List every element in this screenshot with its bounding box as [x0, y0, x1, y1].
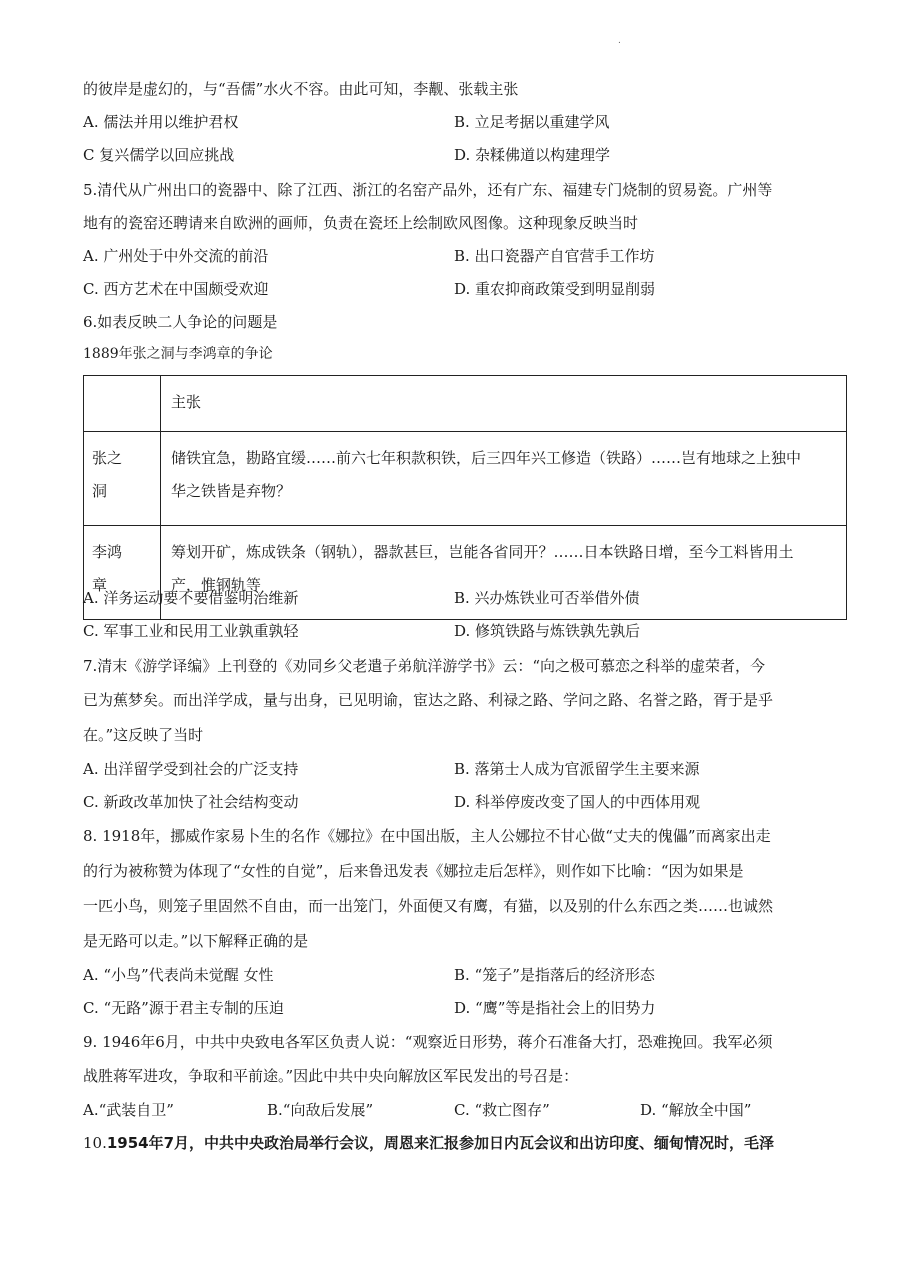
q7-option-b: B. 落第士人成为官派留学生主要来源 [454, 760, 700, 778]
q4-option-d: D. 杂糅佛道以构建理学 [454, 146, 611, 164]
q7-stem-line-2: 已为蕉梦矣。而出洋学成，量与出身，已见明谕，宦达之路、利禄之路、学问之路、名誉之路，胥于是乎 [83, 691, 774, 709]
q5-option-d: D. 重农抑商政策受到明显削弱 [454, 280, 656, 298]
row-name-zhang [84, 432, 161, 526]
q10-number: 10. [83, 1134, 107, 1152]
q8-option-b: B. “笼子”是指落后的经济形态 [454, 966, 655, 984]
table-caption: 1889年张之洞与李鸿章的争论 [83, 346, 273, 362]
q8-option-d: D. “鹰”等是指社会上的旧势力 [454, 999, 656, 1017]
q5-option-a: A. 广州处于中外交流的前沿 [83, 247, 269, 265]
q9-option-b: B.“向敌后发展” [267, 1101, 374, 1119]
row-text-line: 筹划开矿，炼成铁条（钢轨），器款甚巨，岂能各省同开？……日本铁路日增，至今工料皆用土 [171, 543, 794, 561]
q10-stem [83, 1133, 774, 1153]
row-text-line: 产，惟钢轨等 [171, 576, 262, 594]
q10-stem-text: 1954年7月，中共中央政治局举行会议，周恩来汇报参加日内瓦会议和出访印度、缅甸情况时，毛泽 [106, 1134, 775, 1152]
q7-stem-line-1: 7.清末《游学译编》上刊登的《劝同乡父老遣子弟航洋游学书》云：“向之极可慕恋之科举的虚荣者，今 [83, 657, 765, 675]
q9-option-a: A.“武装自卫” [83, 1101, 174, 1119]
q8-stem-line-4: 是无路可以走。”以下解释正确的是 [83, 932, 309, 950]
q6-option-b: B. 兴办炼铁业可否举借外债 [454, 589, 640, 607]
q8-stem-line-3: 一匹小鸟，则笼子里固然不自由，而一出笼门，外面便又有鹰，有猫，以及别的什么东西之类……也诚然 [83, 897, 774, 915]
row-name-line: 李鸿 [92, 543, 123, 561]
table-row [84, 432, 847, 526]
q7-option-c: C. 新政改革加快了社会结构变动 [83, 793, 299, 811]
q9-option-c: C. “救亡图存” [454, 1101, 550, 1119]
q7-option-a: A. 出洋留学受到社会的广泛支持 [83, 760, 299, 778]
row-text-line: 华之铁皆是弃物？ [171, 482, 292, 500]
q6-stem: 6.如表反映二人争论的问题是 [83, 313, 278, 331]
row-text-line: 储铁宜急，勘路宜缓……前六七年积款积铁，后三四年兴工修造（铁路）……岂有地球之上独中 [171, 449, 802, 467]
q4-option-b: B. 立足考据以重建学风 [454, 113, 610, 131]
q5-option-c: C. 西方艺术在中国颇受欢迎 [83, 280, 269, 298]
q9-stem-line-1: 9. 1946年6月，中共中央致电各军区负责人说：“观察近日形势，蒋介石准备大打，恐难挽回。我军必须 [83, 1033, 773, 1051]
row-text-zhang [161, 432, 847, 526]
q5-option-b: B. 出口瓷器产自官营手工作坊 [454, 247, 655, 265]
q8-option-c: C. “无路”源于君主专制的压迫 [83, 999, 284, 1017]
debate-table [83, 375, 847, 620]
q4-option-a: A. 儒法并用以维护君权 [83, 113, 239, 131]
table-header-claim: 主张 [161, 376, 847, 432]
table-header-empty [84, 376, 161, 432]
q9-stem-line-2: 战胜蒋军进攻，争取和平前途。”因此中共中央向解放区军民发出的号召是： [83, 1067, 579, 1085]
q7-stem-line-3: 在。”这反映了当时 [83, 726, 204, 744]
q5-stem-line-2: 地有的瓷窑还聘请来自欧洲的画师，负责在瓷坯上绘制欧风图像。这种现象反映当时 [83, 214, 639, 232]
page-mark: . [618, 36, 621, 46]
q8-stem-line-2: 的行为被称赞为体现了“女性的自觉”，后来鲁迅发表《娜拉走后怎样》，则作如下比喻：“因为如果是 [83, 862, 744, 880]
q7-option-d: D. 科举停废改变了国人的中西体用观 [454, 793, 701, 811]
q4-option-c: C 复兴儒学以回应挑战 [83, 146, 235, 164]
q6-option-c: C. 军事工业和民用工业孰重孰轻 [83, 622, 299, 640]
q6-option-a: A. 洋务运动要不要借鉴明治维新 [83, 589, 299, 607]
q8-stem-line-1: 8. 1918年，挪威作家易卜生的名作《娜拉》在中国出版，主人公娜拉不甘心做“丈夫的傀儡”而离家出走 [83, 827, 771, 845]
row-name-line: 洞 [92, 482, 108, 500]
intro-line: 的彼岸是虚幻的，与“吾儒”水火不容。由此可知，李觏、张载主张 [83, 80, 519, 98]
table-header-row [84, 376, 847, 432]
q5-stem-line-1: 5.清代从广州出口的瓷器中、除了江西、浙江的名窑产品外，还有广东、福建专门烧制的贸易瓷。广州等 [83, 181, 773, 199]
q9-option-d: D. “解放全中国” [640, 1101, 752, 1119]
q8-option-a: A. “小鸟”代表尚未觉醒 女性 [83, 966, 274, 984]
row-name-line: 章 [92, 576, 108, 594]
row-name-line: 张之 [92, 449, 123, 467]
q6-option-d: D. 修筑铁路与炼铁孰先孰后 [454, 622, 641, 640]
